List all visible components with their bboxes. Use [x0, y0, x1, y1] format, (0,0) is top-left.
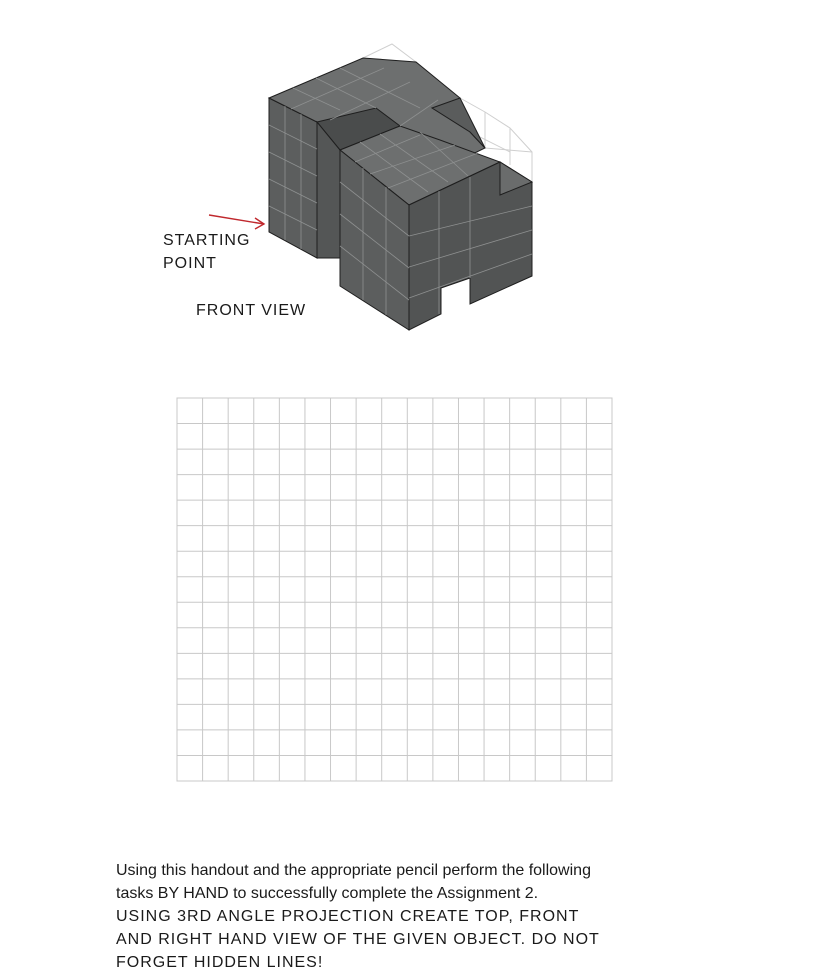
front-view-label: FRONT VIEW: [196, 302, 307, 319]
instructions-line-4: AND RIGHT HAND VIEW OF THE GIVEN OBJECT. DO NOT: [116, 931, 600, 948]
instructions-line-1: Using this handout and the appropriate pencil perform the following: [116, 862, 591, 879]
starting-point-label-line-1: STARTING: [163, 232, 251, 249]
starting-point-label-line-2: POINT: [163, 255, 217, 272]
instructions-line-5: FORGET HIDDEN LINES!: [116, 954, 324, 971]
answer-grid-lines: [177, 398, 612, 781]
instructions-line-3: USING 3RD ANGLE PROJECTION CREATE TOP, FRONT: [116, 908, 580, 925]
instructions-text: [116, 859, 676, 974]
answer-grid-border: [177, 398, 612, 781]
instructions-line-2: tasks BY HAND to successfully complete the Assignment 2.: [116, 885, 539, 902]
